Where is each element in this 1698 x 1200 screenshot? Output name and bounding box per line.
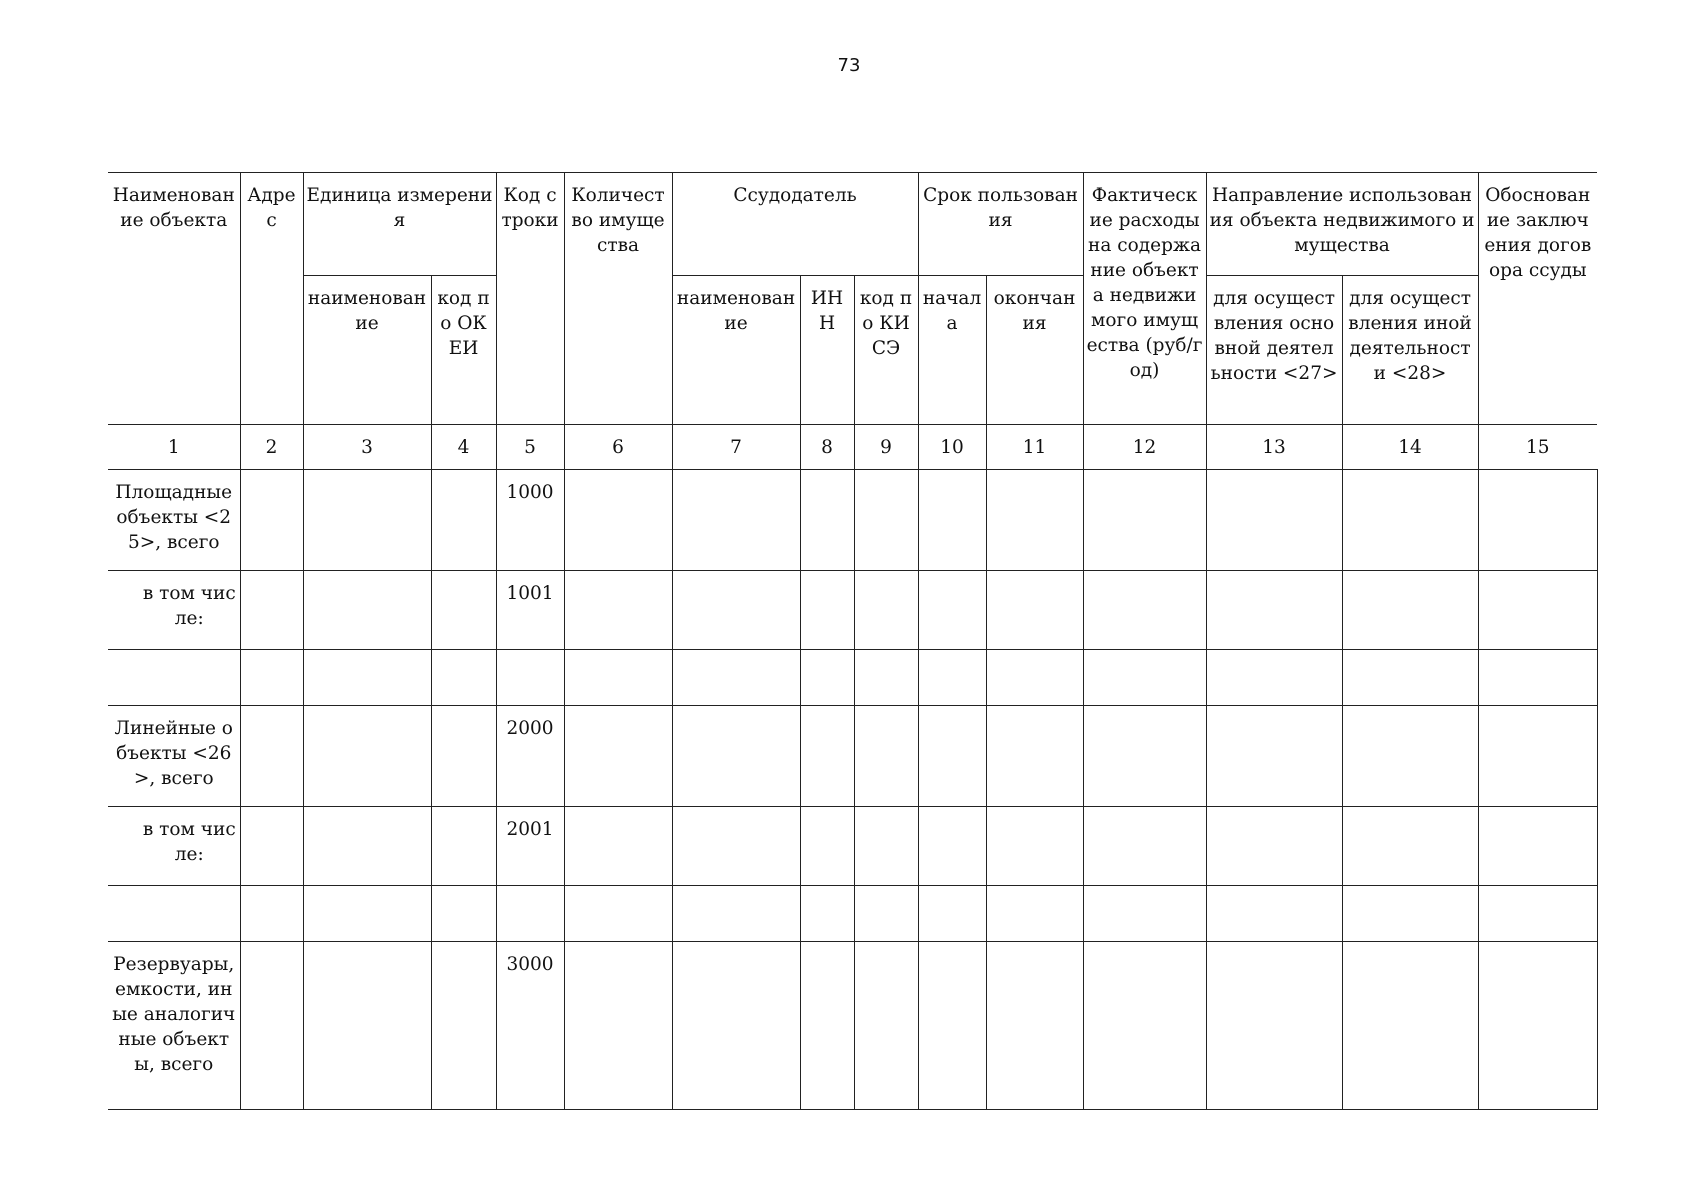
table-row — [108, 571, 1597, 650]
cell — [918, 807, 986, 886]
column-number: 8 — [800, 425, 854, 470]
table-row — [108, 942, 1597, 1110]
cell — [800, 470, 854, 571]
header-address: Адрес — [240, 173, 303, 425]
column-number: 13 — [1206, 425, 1342, 470]
cell — [854, 650, 918, 706]
cell — [564, 942, 672, 1110]
cell — [1206, 807, 1342, 886]
header-expenses: Фактические расходы на содержание объекта недвижимого имущества (руб/год) — [1083, 173, 1206, 425]
cell — [1083, 470, 1206, 571]
row-code: 3000 — [496, 942, 564, 1110]
cell — [1342, 807, 1478, 886]
cell — [1206, 942, 1342, 1110]
cell — [240, 706, 303, 807]
column-numbers-row — [108, 425, 1597, 470]
header-term-end: окончания — [986, 276, 1083, 425]
column-number: 11 — [986, 425, 1083, 470]
row-code: 1000 — [496, 470, 564, 571]
table-row — [108, 650, 1597, 706]
cell — [1342, 886, 1478, 942]
cell — [1206, 470, 1342, 571]
table-row — [108, 706, 1597, 807]
cell — [854, 886, 918, 942]
cell — [240, 470, 303, 571]
column-number: 3 — [303, 425, 431, 470]
cell — [564, 886, 672, 942]
cell — [986, 886, 1083, 942]
cell — [1478, 807, 1597, 886]
cell — [1478, 650, 1597, 706]
cell — [1342, 706, 1478, 807]
cell — [918, 942, 986, 1110]
cell — [918, 886, 986, 942]
column-number: 14 — [1342, 425, 1478, 470]
cell — [496, 650, 564, 706]
cell — [240, 807, 303, 886]
cell — [854, 470, 918, 571]
column-number: 4 — [431, 425, 496, 470]
cell — [986, 706, 1083, 807]
column-number: 2 — [240, 425, 303, 470]
cell — [1342, 942, 1478, 1110]
cell — [564, 706, 672, 807]
column-number: 1 — [108, 425, 240, 470]
cell — [986, 942, 1083, 1110]
cell — [1206, 886, 1342, 942]
cell — [431, 886, 496, 942]
cell — [918, 571, 986, 650]
cell — [1478, 706, 1597, 807]
cell — [1478, 470, 1597, 571]
cell — [800, 807, 854, 886]
cell — [854, 807, 918, 886]
cell — [1083, 706, 1206, 807]
cell — [1083, 942, 1206, 1110]
header-lender: Ссудодатель — [672, 173, 918, 276]
row-label: Площадные объекты <25>, всего — [108, 470, 240, 571]
cell — [672, 886, 800, 942]
column-number: 5 — [496, 425, 564, 470]
cell — [431, 650, 496, 706]
cell — [1478, 942, 1597, 1110]
header-unit-okei: код по ОКЕИ — [431, 276, 496, 425]
cell — [800, 571, 854, 650]
cell — [854, 571, 918, 650]
table-row — [108, 886, 1597, 942]
header-lender-kise: код по КИСЭ — [854, 276, 918, 425]
header-direction: Направление использования объекта недвижимого имущества — [1206, 173, 1478, 276]
cell — [1206, 706, 1342, 807]
cell — [431, 571, 496, 650]
cell — [303, 650, 431, 706]
cell — [918, 470, 986, 571]
header-direction-other: для осуществления иной деятельности <28> — [1342, 276, 1478, 425]
row-label: Линейные объекты <26>, всего — [108, 706, 240, 807]
cell — [303, 942, 431, 1110]
cell — [564, 571, 672, 650]
column-number: 9 — [854, 425, 918, 470]
cell — [564, 650, 672, 706]
lending-property-table — [108, 172, 1598, 1110]
cell — [672, 807, 800, 886]
cell — [986, 650, 1083, 706]
cell — [800, 942, 854, 1110]
header-unit-name: наименование — [303, 276, 431, 425]
cell — [108, 886, 240, 942]
cell — [800, 706, 854, 807]
cell — [240, 886, 303, 942]
cell — [672, 942, 800, 1110]
row-code: 2000 — [496, 706, 564, 807]
cell — [431, 706, 496, 807]
row-label: в том числе: — [108, 571, 240, 650]
cell — [672, 571, 800, 650]
cell — [1083, 571, 1206, 650]
cell — [1083, 886, 1206, 942]
column-number: 12 — [1083, 425, 1206, 470]
table-row — [108, 470, 1597, 571]
cell — [496, 886, 564, 942]
cell — [1478, 886, 1597, 942]
header-justification: Обоснование заключения договора ссуды — [1478, 173, 1597, 425]
cell — [108, 650, 240, 706]
header-term-start: начала — [918, 276, 986, 425]
cell — [303, 706, 431, 807]
cell — [1478, 571, 1597, 650]
cell — [303, 571, 431, 650]
cell — [240, 571, 303, 650]
header-term: Срок пользования — [918, 173, 1083, 276]
cell — [303, 807, 431, 886]
cell — [986, 807, 1083, 886]
header-lender-name: наименование — [672, 276, 800, 425]
cell — [800, 650, 854, 706]
row-code: 2001 — [496, 807, 564, 886]
cell — [672, 650, 800, 706]
header-lender-inn: ИНН — [800, 276, 854, 425]
cell — [1206, 650, 1342, 706]
cell — [564, 470, 672, 571]
cell — [1206, 571, 1342, 650]
header-quantity: Количество имущества — [564, 173, 672, 425]
row-label: в том числе: — [108, 807, 240, 886]
cell — [672, 706, 800, 807]
header-unit: Единица измерения — [303, 173, 496, 276]
cell — [303, 886, 431, 942]
column-number: 7 — [672, 425, 800, 470]
header-object-name: Наименование объекта — [108, 173, 240, 425]
column-number: 6 — [564, 425, 672, 470]
cell — [431, 942, 496, 1110]
cell — [672, 470, 800, 571]
cell — [918, 706, 986, 807]
header-line-code: Код строки — [496, 173, 564, 425]
cell — [240, 650, 303, 706]
cell — [303, 470, 431, 571]
cell — [854, 706, 918, 807]
cell — [918, 650, 986, 706]
row-label: Резервуары, емкости, иные аналогичные объекты, всего — [108, 942, 240, 1110]
cell — [1342, 650, 1478, 706]
row-code: 1001 — [496, 571, 564, 650]
page-number: 73 — [837, 55, 861, 76]
cell — [1083, 807, 1206, 886]
cell — [1342, 571, 1478, 650]
cell — [431, 470, 496, 571]
table-row — [108, 807, 1597, 886]
cell — [240, 942, 303, 1110]
cell — [986, 571, 1083, 650]
cell — [854, 942, 918, 1110]
cell — [1342, 470, 1478, 571]
cell — [800, 886, 854, 942]
cell — [431, 807, 496, 886]
column-number: 15 — [1478, 425, 1597, 470]
cell — [564, 807, 672, 886]
column-number: 10 — [918, 425, 986, 470]
cell — [986, 470, 1083, 571]
cell — [1083, 650, 1206, 706]
header-direction-main: для осуществления основной деятельности <27> — [1206, 276, 1342, 425]
